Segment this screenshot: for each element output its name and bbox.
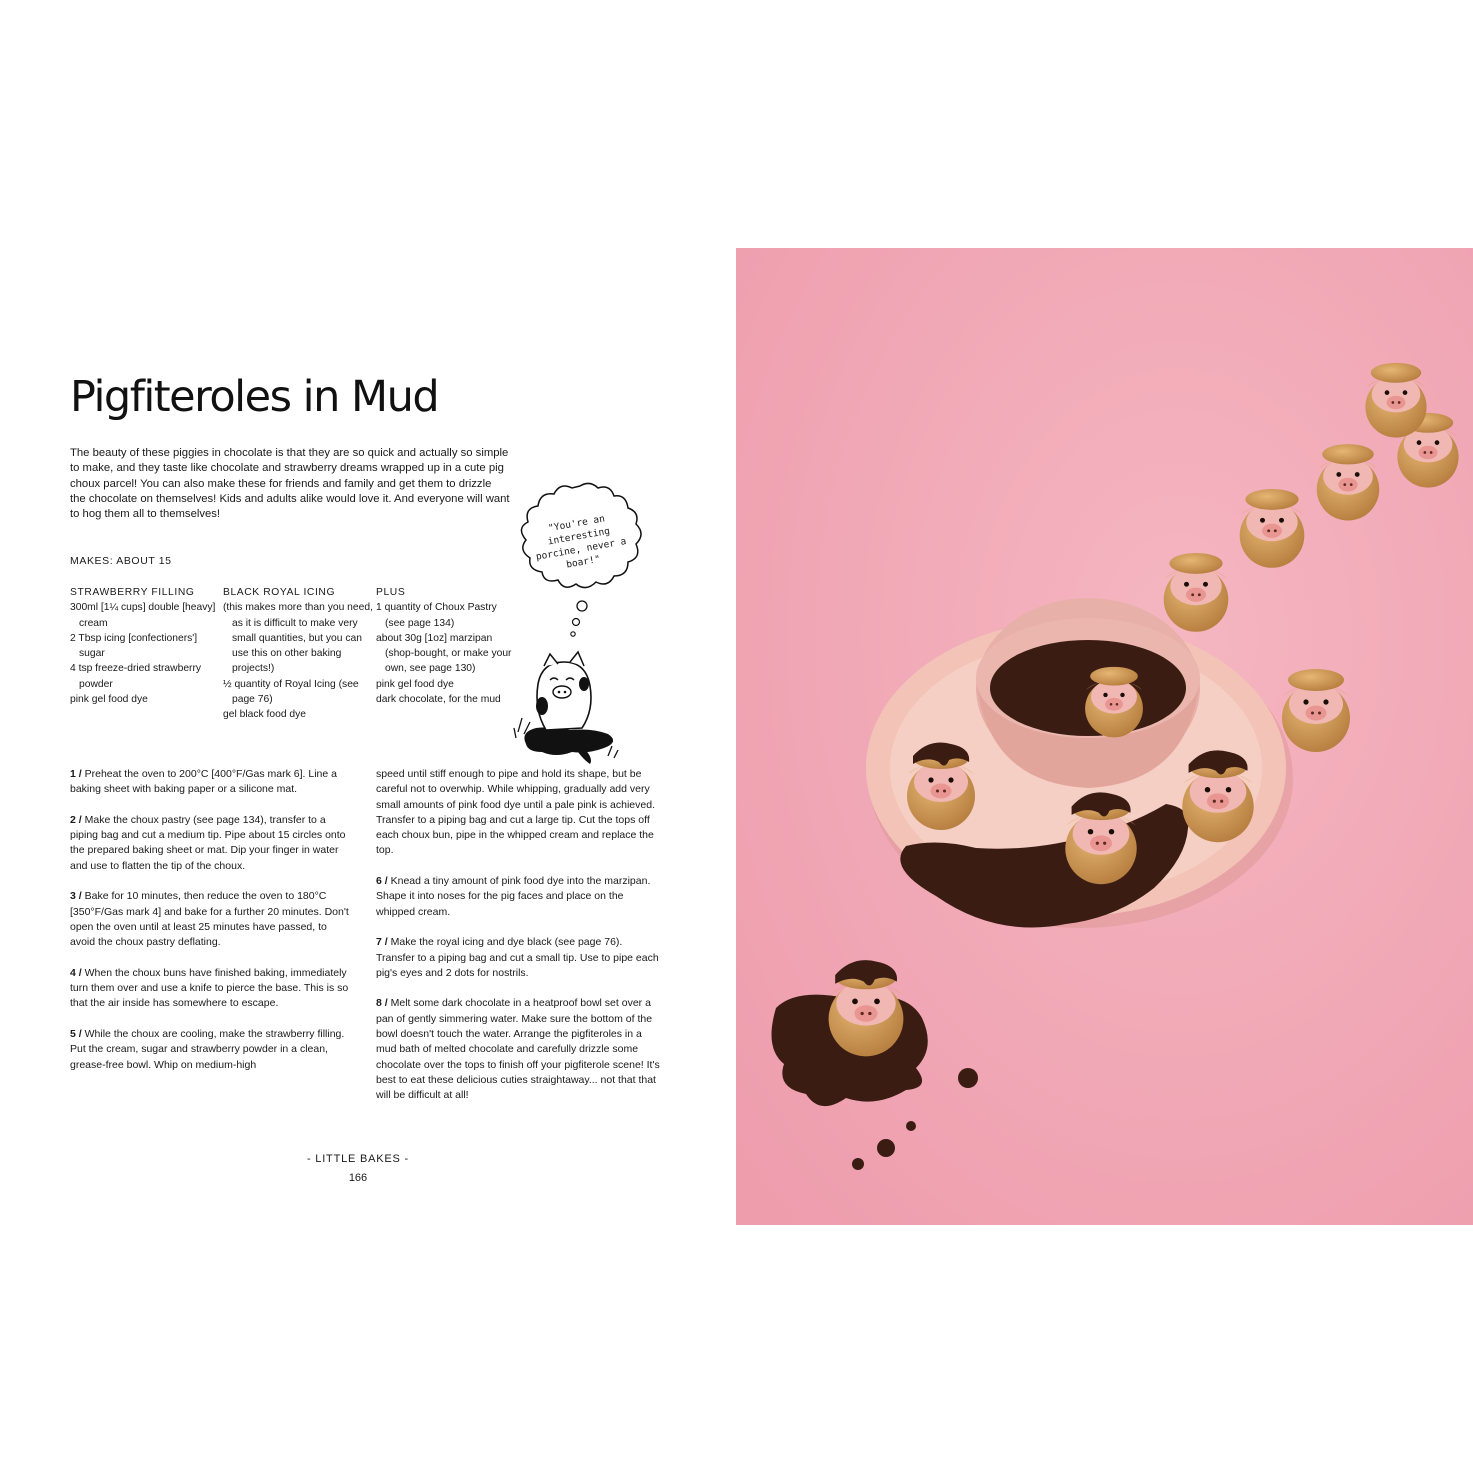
method-step: 4 / When the choux buns have finished baking, immediately turn them over and use a knife to pierce the base. This is so that the air inside has somewhere to escape. xyxy=(70,966,349,1010)
method-step: 6 / Knead a tiny amount of pink food dye into the marzipan. Shape it into noses for the pig faces and place on the whipped cream. xyxy=(376,875,651,918)
method-column-right xyxy=(376,767,662,1119)
ingredient-item: pink gel food dye xyxy=(70,694,148,706)
method-step: 3 / Bake for 10 minutes, then reduce the oven to 180°C [350°F/Gas mark 4] and bake for a further 20 minutes. Don't open the oven until at least 25 minutes have passed, to avoid the choux pastry deflating. xyxy=(70,890,349,949)
page-number: 166 xyxy=(348,1172,368,1184)
ingredient-item: dark chocolate, for the mud xyxy=(376,694,501,706)
recipe-intro: The beauty of these piggies in chocolate is that they are so quick and actually so simple to make, and they taste like chocolate and strawberry dreams wrapped up in a cute pig choux parcel! You can also make these for friends and family and get them to drizzle the chocolate on themselves! Kids and adults alike would love it. And everyone will want to hog them all to themselves! xyxy=(70,447,510,521)
ingredient-item: 1 quantity of Choux Pastry (see page 134) xyxy=(376,602,497,629)
ingredient-item: pink gel food dye xyxy=(376,678,454,690)
ingredients-plus xyxy=(376,585,512,707)
ingredient-heading: STRAWBERRY FILLING xyxy=(70,587,195,598)
method-step: speed until stiff enough to pipe and hold its shape, but be careful not to overwhip. While whipping, gradually add very small amounts of pink food dye until a pale pink is achieved. Transfer to a piping bag and cut a large tip. Cut the tops off each choux bun, pipe in the whipped cream and replace the top. xyxy=(376,768,655,857)
recipe-photo xyxy=(736,248,1473,1225)
method-step: 2 / Make the choux pastry (see page 134), transfer to a piping bag and cut a medium tip. Pipe about 15 circles onto the prepared baking sheet or mat. Dip your finger in water and use to flatten the tip of the choux. xyxy=(70,813,346,872)
method-column-left xyxy=(70,767,352,1088)
ingredient-item: 300ml [1¼ cups] double [heavy] cream xyxy=(70,602,216,629)
ingredient-heading: BLACK ROYAL ICING xyxy=(223,587,336,598)
method-step: 1 / Preheat the oven to 200°C [400°F/Gas mark 6]. Line a baking sheet with baking paper or a silicone mat. xyxy=(70,768,337,796)
ingredient-item: 4 tsp freeze-dried strawberry powder xyxy=(70,663,202,690)
ingredients-strawberry-filling xyxy=(70,585,220,707)
ingredient-heading: PLUS xyxy=(376,587,406,598)
ingredient-item: gel black food dye xyxy=(223,709,307,721)
method-step: 5 / While the choux are cooling, make the strawberry filling. Put the cream, sugar and strawberry powder in a clean, grease-free bowl. Whip on medium-high xyxy=(70,1028,345,1071)
pig-in-mud-icon xyxy=(512,648,622,766)
recipe-title: Pigfiteroles in Mud xyxy=(70,372,439,422)
ingredient-item: about 30g [1oz] marzipan (shop-bought, or make your own, see page 130) xyxy=(376,632,512,675)
ingredient-item: (this makes more than you need, as it is difficult to make very small quantities, but you can use this on other baking projects!) xyxy=(223,602,373,675)
book-section-label: - LITTLE BAKES - xyxy=(306,1153,410,1165)
ingredient-item: 2 Tbsp icing [confectioners'] sugar xyxy=(70,632,198,660)
method-step: 7 / Make the royal icing and dye black (see page 76). Transfer to a piping bag and cut a small tip. Use to pipe each pig's eyes and 2 dots for nostrils. xyxy=(376,936,659,979)
ingredient-item: ½ quantity of Royal Icing (see page 76) xyxy=(223,678,359,706)
makes-yield: MAKES: ABOUT 15 xyxy=(70,555,172,567)
pig-quote: "You're an interesting porcine, never a boar!" xyxy=(535,513,628,571)
ingredients-black-royal-icing xyxy=(223,585,373,723)
method-step: 8 / Melt some dark chocolate in a heatproof bowl set over a pan of gently simmering water. Make sure the bottom of the bowl doesn't touch the water. Arrange the pigfiteroles in a mud bath of melted chocolate and carefully drizzle some chocolate over the tops to finish off your pigfiterole scene! It's best to eat these delicious cuties straightaway... not that that will be difficult at all! xyxy=(376,997,660,1102)
